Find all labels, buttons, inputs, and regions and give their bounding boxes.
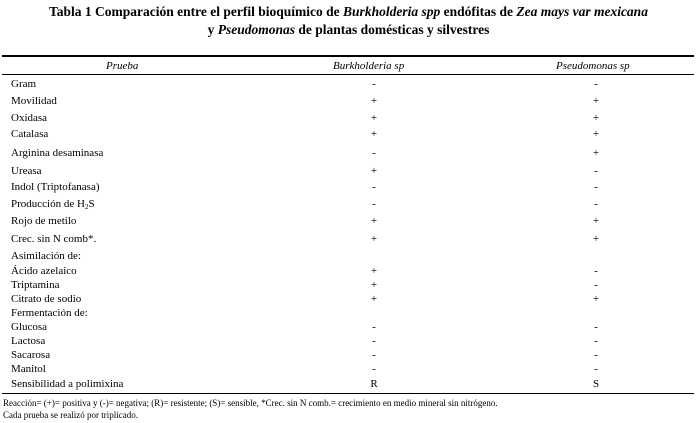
pseudomonas-value: + [592, 233, 600, 245]
pseudomonas-value: - [594, 78, 598, 90]
row-label: Triptamina [11, 279, 60, 291]
row-label: Glucosa [11, 321, 48, 333]
burkholderia-value: - [372, 181, 376, 193]
burkholderia-value: - [372, 198, 376, 210]
title-line-2: y Pseudomonas de plantas domésticas y silvestres [207, 22, 490, 37]
title-line-1: Tabla 1 Comparación entre el perfil bioquímico de Burkholderia spp endófitas de Zea mays var mexicana [49, 4, 648, 19]
row-label: Producción de $H_2S$ [11, 198, 95, 211]
burkholderia-value: + [370, 128, 378, 140]
row-label: Asimilación de: [11, 250, 81, 262]
pseudomonas-value: - [594, 349, 598, 361]
burkholderia-value: - [372, 335, 376, 347]
pseudomonas-value: - [594, 321, 598, 333]
row-label: Indol (Triptofanasa) [11, 181, 100, 193]
burkholderia-value: R [370, 378, 378, 390]
pseudomonas-value: + [592, 95, 600, 107]
header-burkholderia: Burkholderia sp [333, 60, 405, 72]
burkholderia-value: + [370, 279, 378, 291]
row-label: Ácido azelaico [11, 265, 77, 277]
pseudomonas-value: - [594, 181, 598, 193]
burkholderia-value: - [372, 363, 376, 375]
row-label: Manitol [11, 363, 46, 375]
pseudomonas-value: + [592, 215, 600, 227]
pseudomonas-value: - [594, 363, 598, 375]
burkholderia-value: - [372, 78, 376, 90]
pseudomonas-value: - [594, 165, 598, 177]
burkholderia-value: + [370, 112, 378, 124]
pseudomonas-value: - [594, 335, 598, 347]
row-label: Arginina desaminasa [11, 147, 104, 159]
burkholderia-value: - [372, 147, 376, 159]
row-label: Ureasa [11, 165, 42, 177]
top-rule [2, 55, 694, 57]
footnote-abbreviations: Reacción= (+)= positiva y (-)= negativa; (R)= resistente; (S)= sensible, *Crec. sin N comb.= crecimiento en medio mineral sin nitrógeno. [3, 398, 498, 408]
burkholderia-value: + [370, 293, 378, 305]
burkholderia-value: + [370, 233, 378, 245]
row-label: Catalasa [11, 128, 49, 140]
row-label: Movilidad [11, 95, 57, 107]
row-label: Lactosa [11, 335, 46, 347]
burkholderia-value: + [370, 215, 378, 227]
pseudomonas-value: S [592, 378, 600, 390]
pseudomonas-value: + [592, 112, 600, 124]
pseudomonas-value: - [594, 279, 598, 291]
header-pseudomonas: Pseudomonas sp [556, 60, 630, 72]
row-label: Sacarosa [11, 349, 51, 361]
header-rule [2, 74, 694, 75]
bottom-rule [2, 393, 694, 394]
row-label: Crec. sin N comb*. [11, 233, 97, 245]
burkholderia-value: - [372, 349, 376, 361]
burkholderia-value: + [370, 165, 378, 177]
burkholderia-value: + [370, 95, 378, 107]
footnote-triplicate: Cada prueba se realizó por triplicado. [3, 410, 138, 420]
row-label: Oxidasa [11, 112, 48, 124]
table-title [0, 3, 697, 39]
row-label: Citrato de sodio [11, 293, 82, 305]
row-label: Fermentación de: [11, 307, 88, 319]
header-prueba: Prueba [106, 60, 139, 72]
row-label: Gram [11, 78, 37, 90]
pseudomonas-value: + [592, 128, 600, 140]
row-label: Rojo de metilo [11, 215, 77, 227]
pseudomonas-value: + [592, 293, 600, 305]
burkholderia-value: - [372, 321, 376, 333]
row-label: Sensibilidad a polimixina [11, 378, 124, 390]
pseudomonas-value: + [592, 147, 600, 159]
pseudomonas-value: - [594, 198, 598, 210]
burkholderia-value: + [370, 265, 378, 277]
pseudomonas-value: - [594, 265, 598, 277]
